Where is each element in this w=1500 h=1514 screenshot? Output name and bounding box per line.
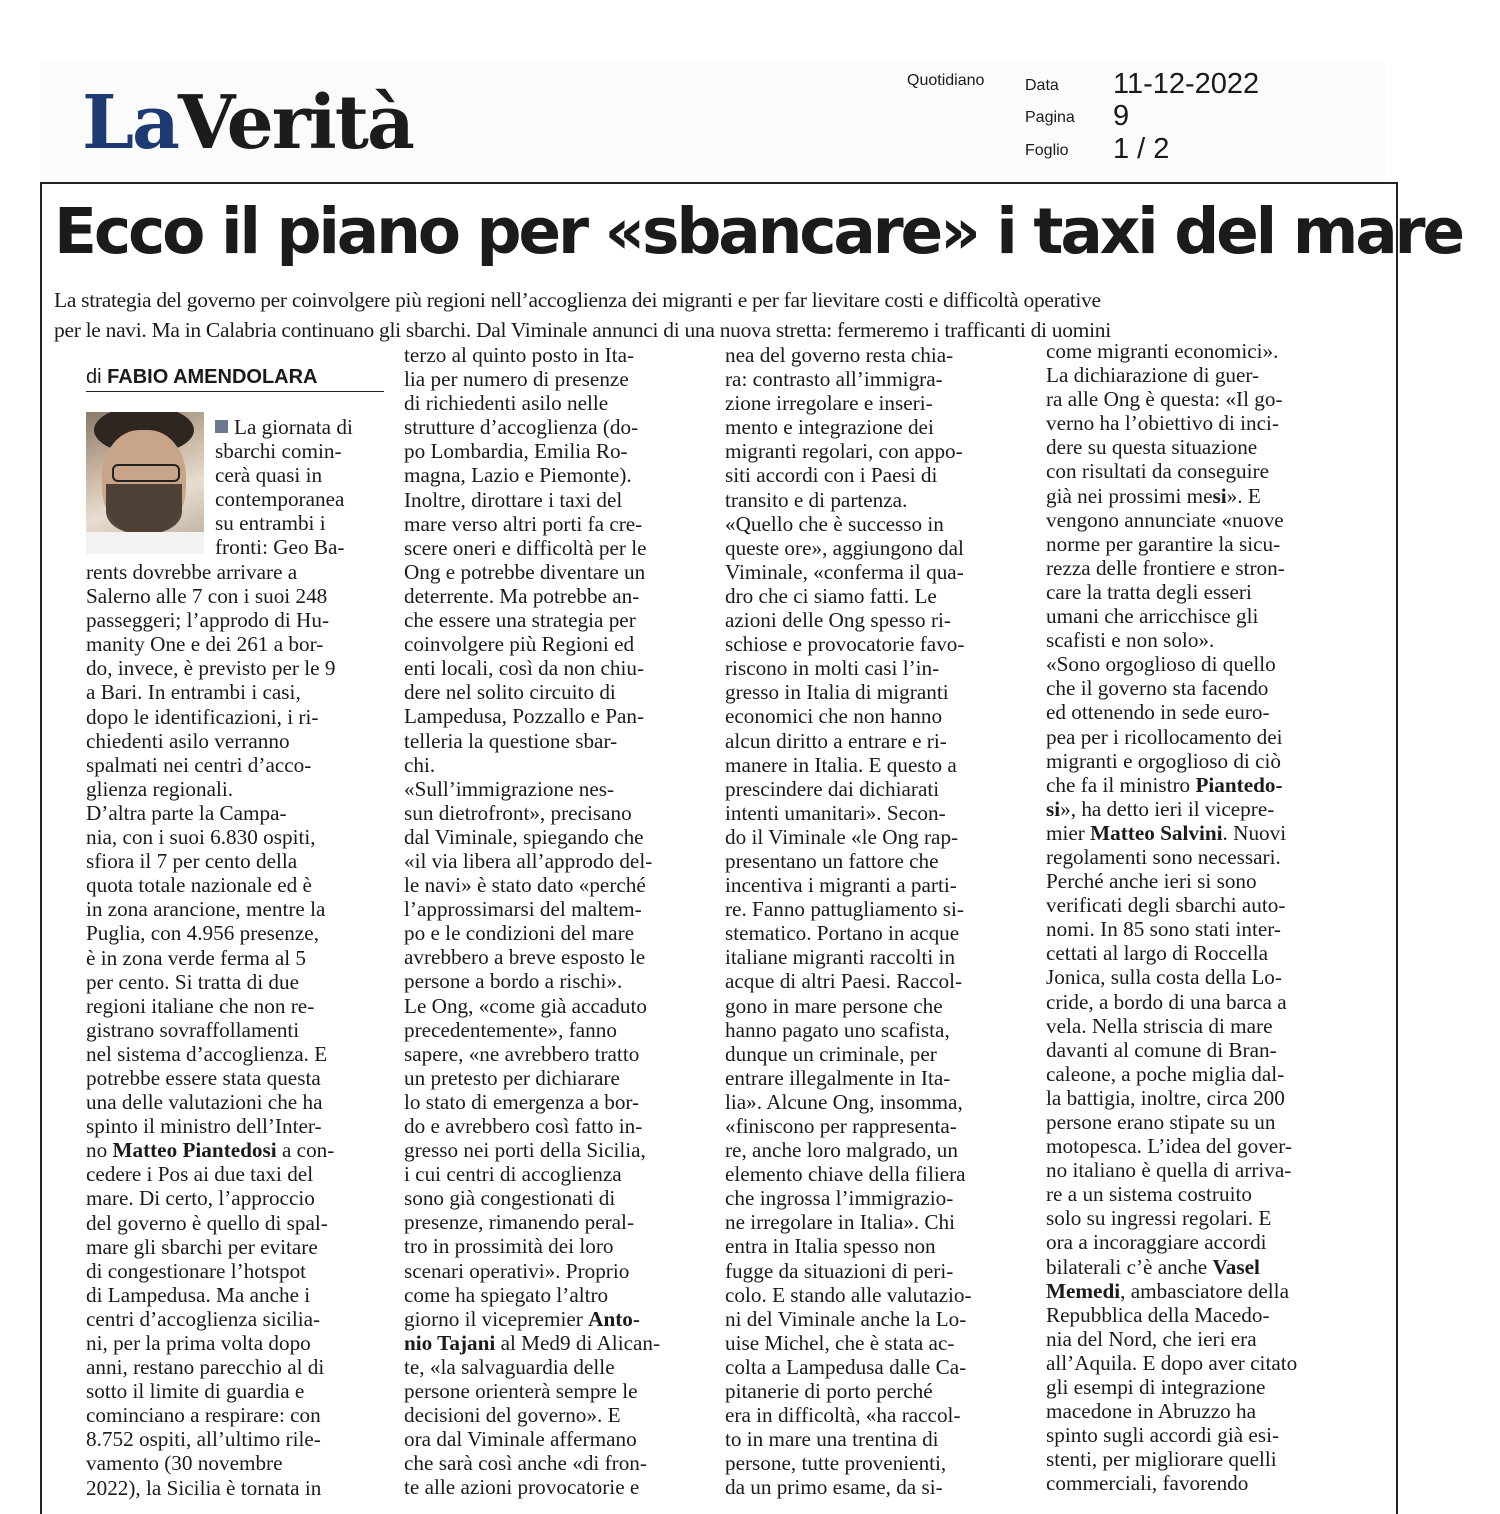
article-text-line: verificati degli sbarchi auto- bbox=[1046, 893, 1286, 918]
article-text-line: del governo è quello di spal- bbox=[86, 1210, 328, 1235]
article-text-line: la battigia, inoltre, circa 200 bbox=[1046, 1085, 1285, 1110]
article-text-line: prescindere dai dichiarati bbox=[725, 776, 940, 801]
article-text-line: queste ore», aggiungono dal bbox=[725, 535, 964, 560]
article-text-line: Inoltre, dirottare i taxi del bbox=[404, 487, 623, 512]
article-text-line: giorno il vicepremier Anto- bbox=[404, 1306, 640, 1331]
article-text-line: per cento. Si tratta di due bbox=[86, 969, 299, 994]
article-text-line: avrebbero a breve esposto le bbox=[404, 945, 646, 970]
article-text-line: «Sono orgoglioso di quello bbox=[1046, 652, 1276, 677]
article-text-line: gono in mare persone che bbox=[725, 993, 943, 1018]
article-text-line: da un primo esame, da si- bbox=[725, 1475, 943, 1500]
article-text-line: una delle valutazioni che ha bbox=[86, 1090, 323, 1115]
article-text-line: spalmati nei centri d’acco- bbox=[86, 752, 312, 777]
author-name: FABIO AMENDOLARA bbox=[107, 366, 318, 388]
article-text-line: migranti e orgoglioso di ciò bbox=[1046, 748, 1281, 773]
article-text-line: mier Matteo Salvini. Nuovi bbox=[1046, 820, 1287, 845]
article-text-line: chi. bbox=[404, 752, 436, 777]
meta-value: 9 bbox=[1113, 100, 1130, 132]
article-text-line: Lampedusa, Pozzallo e Pan- bbox=[404, 704, 645, 729]
meta-value: 1 / 2 bbox=[1113, 133, 1170, 165]
article-text-line: gresso in Italia di migranti bbox=[725, 680, 949, 705]
article-text-line: coinvolgere più Regioni ed bbox=[404, 632, 635, 657]
article-text-line: era in difficoltà, «ha raccol- bbox=[725, 1403, 961, 1428]
article-text-line: azioni delle Ong spesso ri- bbox=[725, 608, 951, 633]
column-1 bbox=[86, 560, 386, 1500]
article-text-line: centri d’accoglienza sicilia- bbox=[86, 1306, 321, 1331]
article-text-line: gli esempi di integrazione bbox=[1046, 1375, 1266, 1400]
article-text-line: ni del Viminale anche la Lo- bbox=[725, 1306, 967, 1331]
meta-value: 11-12-2022 bbox=[1113, 68, 1260, 100]
article-text-line: sono già congestionati di bbox=[404, 1186, 616, 1211]
article-subhead bbox=[54, 285, 1386, 345]
article-text-line: spinto sugli accordi già esi- bbox=[1046, 1423, 1280, 1448]
article-text-line: mare. Di certo, l’approccio bbox=[86, 1186, 315, 1211]
article-text-line: cedere i Pos ai due taxi del bbox=[86, 1162, 314, 1187]
article-text-line: persone a bordo a rischi». bbox=[404, 969, 623, 994]
article-text-line: che ingrossa l’immigrazio- bbox=[725, 1186, 954, 1211]
article-text-line: ora a incoraggiare accordi bbox=[1046, 1230, 1267, 1255]
paragraph-marker-icon bbox=[215, 420, 228, 433]
article-text-line: dere su questa situazione bbox=[1046, 435, 1258, 460]
article-text-line: lia». Alcune Ong, insomma, bbox=[725, 1089, 963, 1114]
article-text-line: vela. Nella striscia di mare bbox=[1046, 1013, 1273, 1038]
article-text-line: Repubblica della Macedo- bbox=[1046, 1302, 1270, 1327]
article-text-line: che il governo sta facendo bbox=[1046, 676, 1269, 701]
article-text-line: care la tratta degli esseri bbox=[1046, 579, 1252, 604]
article-text-line: chiedenti asilo verranno bbox=[86, 728, 290, 753]
article-text-line: Ong e potrebbe diventare un bbox=[404, 559, 646, 584]
article-text-line: regolamenti sono necessari. bbox=[1046, 844, 1281, 869]
article-text-line: che essere una strategia per bbox=[404, 608, 636, 633]
article-text-line: nomi. In 85 sono stati inter- bbox=[1046, 917, 1281, 942]
article-text-line: strutture d’accoglienza (do- bbox=[404, 415, 639, 440]
article-text-line: fugge da situazioni di peri- bbox=[725, 1258, 954, 1283]
article-text-line: tro in prossimità dei loro bbox=[404, 1234, 614, 1259]
article-text-line: La giornata di bbox=[215, 415, 385, 439]
article-text-line: presentano un fattore che bbox=[725, 848, 939, 873]
article-text-line: mento e integrazione dei bbox=[725, 415, 934, 440]
article-text-line: terzo al quinto posto in Ita- bbox=[404, 343, 635, 367]
article-text-line: «Sull’immigrazione nes- bbox=[404, 776, 615, 801]
article-text-line: a Bari. In entrambi i casi, bbox=[86, 680, 301, 705]
article-text-line: «il via libera all’approdo del- bbox=[404, 848, 653, 873]
article-text-line: che fa il ministro Piantedo- bbox=[1046, 772, 1283, 797]
article-text-line: scere oneri e difficoltà per le bbox=[404, 535, 647, 560]
column-1-intro bbox=[215, 415, 385, 560]
article-text-line: do e avrebbero così fatto in- bbox=[404, 1114, 643, 1138]
article-text-line: dal Viminale, spiegando che bbox=[404, 824, 644, 849]
article-text-line: quota totale nazionale ed è bbox=[86, 873, 312, 898]
article-text-line: enti locali, così da non chiu- bbox=[404, 656, 645, 681]
article-text-line: telleria la questione sbar- bbox=[404, 728, 618, 753]
article-text-line: dunque un criminale, per bbox=[725, 1041, 937, 1066]
article-text-line: l’approssimarsi del maltem- bbox=[404, 897, 642, 922]
article-text-line: riscono in molti casi l’in- bbox=[725, 656, 940, 681]
article-text-line: decisioni del governo». E bbox=[404, 1403, 621, 1428]
article-text-line: alcun diritto a entrare e ri- bbox=[725, 728, 947, 753]
article-text-line: verno ha l’obiettivo di inci- bbox=[1046, 411, 1280, 436]
article-text-line: contemporanea bbox=[215, 487, 345, 512]
article-text-line: le navi» è stato dato «perché bbox=[404, 873, 646, 898]
article-text-line: rents dovrebbe arrivare a bbox=[86, 560, 298, 584]
article-text-line: macedone in Abruzzo ha bbox=[1046, 1399, 1257, 1424]
article-text-line: come ha spiegato l’altro bbox=[404, 1282, 609, 1307]
article-text-line: lia per numero di presenze bbox=[404, 367, 629, 392]
article-text-line: in zona arancione, mentre la bbox=[86, 897, 326, 922]
article-text-line: vamento (30 novembre bbox=[86, 1451, 283, 1476]
subhead-line: La strategia del governo per coinvolgere più regioni nell’accoglienza dei migranti e per far lievitare costi e difficoltà operative bbox=[54, 288, 1101, 312]
article-text-line: pitanerie di porto perché bbox=[725, 1379, 933, 1404]
article-text-line: manity One e dei 261 a bor- bbox=[86, 632, 324, 657]
article-text-line: Puglia, con 4.956 presenze, bbox=[86, 921, 320, 946]
article-text-line: nel sistema d’accoglienza. E bbox=[86, 1041, 328, 1066]
article-text-line: con risultati da conseguire bbox=[1046, 459, 1269, 484]
article-text-line: ne irregolare in Italia». Chi bbox=[725, 1210, 956, 1235]
byline: di FABIO AMENDOLARA bbox=[86, 366, 384, 392]
article-text-line: migranti regolari, con appo- bbox=[725, 439, 963, 464]
article-text-line: elemento chiave della filiera bbox=[725, 1162, 966, 1187]
column-4 bbox=[1046, 339, 1350, 1496]
article-text-line: ed ottenendo in sede euro- bbox=[1046, 700, 1270, 725]
article-text-line: Le Ong, «come già accaduto bbox=[404, 993, 647, 1018]
article-text-line: di Lampedusa. Ma anche i bbox=[86, 1282, 311, 1307]
article-text-line: su entrambi i bbox=[215, 511, 326, 536]
article-text-line: re, anche loro malgrado, un bbox=[725, 1138, 958, 1163]
article-text-line: no italiano è quella di arriva- bbox=[1046, 1158, 1292, 1183]
publication-type: Quotidiano bbox=[907, 72, 985, 89]
article-text-line: po Lombardia, Emilia Ro- bbox=[404, 439, 628, 464]
article-text-line: dopo le identificazioni, i ri- bbox=[86, 704, 319, 729]
article-text-line: re a un sistema costruito bbox=[1046, 1182, 1252, 1207]
article-text-line: italiane migranti raccolti in bbox=[725, 945, 956, 970]
article-text-line: sapere, «ne avrebbero tratto bbox=[404, 1041, 640, 1066]
article-text-line: ra alle Ong è questa: «Il go- bbox=[1046, 387, 1283, 412]
article-text-line: gresso nei porti della Sicilia, bbox=[404, 1138, 646, 1163]
article-text-line: po e le condizioni del mare bbox=[404, 921, 635, 946]
article-text-line: Perché anche ieri si sono bbox=[1046, 869, 1257, 894]
article-text-line: i cui centri di accoglienza bbox=[404, 1162, 622, 1187]
article-text-line: scenari operativi». Proprio bbox=[404, 1258, 630, 1283]
article-text-line: gistrano sovraffollamenti bbox=[86, 1017, 300, 1042]
article-text-line: cerà quasi in bbox=[215, 463, 323, 488]
article-text-line: te alle azioni provocatorie e bbox=[404, 1475, 640, 1500]
article-text-line: colta a Lampedusa dalle Ca- bbox=[725, 1354, 967, 1379]
article-text-line: presenze, rimanendo peral- bbox=[404, 1210, 635, 1235]
article-text-line: scafisti e non solo». bbox=[1046, 628, 1215, 653]
article-text-line: di congestionare l’hotspot bbox=[86, 1258, 307, 1283]
article-text-line: davanti al comune di Bran- bbox=[1046, 1037, 1277, 1062]
article-text-line: manere in Italia. E questo a bbox=[725, 752, 957, 777]
article-text-line: bilaterali c’è anche Vasel bbox=[1046, 1254, 1260, 1279]
article-text-line: all’Aquila. E dopo aver citato bbox=[1046, 1350, 1298, 1375]
article-text-line: regioni italiane che non re- bbox=[86, 993, 315, 1018]
article-text-line: è in zona verde ferma al 5 bbox=[86, 945, 306, 970]
article-text-line: dere nel solito circuito di bbox=[404, 680, 616, 705]
article-text-line: do il Viminale «le Ong rap- bbox=[725, 824, 959, 849]
article-text-line: re. Fanno pattugliamento si- bbox=[725, 897, 964, 922]
meta-label: Pagina bbox=[1025, 109, 1075, 126]
article-text-line: pea per i ricollocamento dei bbox=[1046, 724, 1283, 749]
newspaper-logo: LaVerità bbox=[82, 80, 413, 166]
article-text-line: economici che non hanno bbox=[725, 704, 943, 729]
article-text-line: stematico. Portano in acque bbox=[725, 921, 960, 946]
article-text-line: transito e di partenza. bbox=[725, 487, 908, 512]
article-text-line: hanno pagato uno scafista, bbox=[725, 1017, 950, 1042]
article-text-line: nio Tajani al Med9 di Alican- bbox=[404, 1330, 661, 1355]
article-text-line: entra in Italia spesso non bbox=[725, 1234, 936, 1259]
article-text-line: uise Michel, che è stata ac- bbox=[725, 1330, 955, 1355]
article-text-line: do, invece, è previsto per le 9 bbox=[86, 656, 336, 681]
article-text-line: dro che ci siamo fatti. Le bbox=[725, 583, 937, 608]
article-text-line: passeggeri; l’approdo di Hu- bbox=[86, 608, 330, 633]
article-text-line: potrebbe essere stata questa bbox=[86, 1065, 321, 1090]
article-text-line: incentiva i migranti a parti- bbox=[725, 873, 957, 898]
article-text-line: rezza delle frontiere e stron- bbox=[1046, 555, 1285, 580]
meta-label: Data bbox=[1025, 77, 1059, 94]
article-text-line: sfiora il 7 per cento della bbox=[86, 849, 298, 874]
article-text-line: Viminale, «conferma il qua- bbox=[725, 559, 964, 584]
article-text-line: Salerno alle 7 con i suoi 248 bbox=[86, 584, 328, 609]
article-text-line: lo stato di emergenza a bor- bbox=[404, 1089, 640, 1114]
article-text-line: schiose e provocatorie favo- bbox=[725, 632, 965, 657]
article-text-line: entrare illegalmente in Ita- bbox=[725, 1065, 951, 1090]
article-text-line: «Quello che è successo in bbox=[725, 511, 944, 536]
article-text-line: ra: contrasto all’immigra- bbox=[725, 367, 943, 392]
article-text-line: commerciali, favorendo bbox=[1046, 1471, 1249, 1496]
article-text-line: 8.752 ospiti, all’ultimo rile- bbox=[86, 1427, 321, 1452]
article-text-line: ni, per la prima volta dopo bbox=[86, 1331, 311, 1355]
article-text-line: 2022), la Sicilia è tornata in bbox=[86, 1475, 322, 1500]
subhead-line: per le navi. Ma in Calabria continuano gli sbarchi. Dal Viminale annunci di una nuova stretta: fermeremo i trafficanti di uomini bbox=[54, 318, 1111, 342]
article-text-line: mare gli sbarchi per evitare bbox=[86, 1234, 318, 1259]
article-text-line: Jonica, sulla costa della Lo- bbox=[1046, 965, 1282, 990]
article-text-line: D’altra parte la Campa- bbox=[86, 800, 287, 825]
article-text-line: di richiedenti asilo nelle bbox=[404, 391, 609, 416]
article-text-line: stenti, per migliorare quelli bbox=[1046, 1447, 1277, 1472]
article-text-line: no Matteo Piantedosi a con- bbox=[86, 1138, 335, 1163]
article-text-line: nia del Nord, che ieri era bbox=[1046, 1326, 1257, 1351]
article-text-line: motopesca. L’idea del gover- bbox=[1046, 1134, 1292, 1159]
article-text-line: nia, con i suoi 6.830 ospiti, bbox=[86, 825, 316, 850]
article-text-line: umani che arricchisce gli bbox=[1046, 604, 1259, 629]
article-headline: Ecco il piano per «sbancare» i taxi del mare bbox=[54, 195, 1462, 268]
article-text-line: che sarà così anche «di fron- bbox=[404, 1451, 647, 1476]
article-text-line: ora dal Viminale affermano bbox=[404, 1427, 637, 1452]
article-text-line: persone erano stipate su un bbox=[1046, 1110, 1276, 1134]
column-2 bbox=[404, 343, 708, 1500]
article-text-line: vengono annunciate «nuove bbox=[1046, 507, 1284, 532]
article-text-line: spinto il ministro dell’Inter- bbox=[86, 1114, 322, 1139]
article-text-line: zione irregolare e inseri- bbox=[725, 391, 933, 416]
article-text-line: anni, restano parecchio al di bbox=[86, 1355, 325, 1380]
article-text-line: magna, Lazio e Piemonte). bbox=[404, 463, 632, 488]
article-text-line: precedentemente», fanno bbox=[404, 1017, 617, 1042]
article-text-line: fronti: Geo Ba- bbox=[215, 535, 345, 560]
article-text-line: sotto il limite di guardia e bbox=[86, 1379, 305, 1404]
article-text-line: te, «la salvaguardia delle bbox=[404, 1354, 615, 1379]
article-text-line: cominciano a respirare: con bbox=[86, 1403, 321, 1428]
article-text-line: siti accordi con i Paesi di bbox=[725, 463, 938, 488]
article-text-line: cride, a bordo di una barca a bbox=[1046, 989, 1287, 1014]
article-text-line: glienza regionali. bbox=[86, 776, 234, 801]
article-text-line: to in mare una trentina di bbox=[725, 1427, 939, 1452]
article-text-line: colo. E stando alle valutazio- bbox=[725, 1282, 972, 1307]
article-text-line: caleone, a poche miglia dal- bbox=[1046, 1061, 1285, 1086]
article-text-line: acque di altri Paesi. Raccol- bbox=[725, 969, 963, 994]
article-text-line: «finiscono per rappresenta- bbox=[725, 1114, 957, 1138]
column-3 bbox=[725, 343, 1029, 1500]
article-text-line: già nei prossimi mesi». E bbox=[1046, 483, 1261, 508]
meta-label: Foglio bbox=[1025, 142, 1069, 159]
article-text-line: come migranti economici». bbox=[1046, 339, 1279, 363]
article-text-line: sbarchi comin- bbox=[215, 439, 342, 464]
article-text-line: Memedi, ambasciatore della bbox=[1046, 1278, 1289, 1303]
article-text-line: nea del governo resta chia- bbox=[725, 343, 954, 367]
article-text-line: solo su ingressi regolari. E bbox=[1046, 1206, 1272, 1231]
article-text-line: persone orienterà sempre le bbox=[404, 1379, 638, 1404]
article-text-line: deterrente. Ma potrebbe an- bbox=[404, 583, 640, 608]
author-photo bbox=[86, 412, 204, 554]
article-text-line: persone, tutte provenienti, bbox=[725, 1451, 947, 1476]
article-text-line: sun dietrofront», precisano bbox=[404, 800, 632, 825]
article-text-line: norme per garantire la sicu- bbox=[1046, 531, 1281, 556]
article-text-line: intenti umanitari». Secon- bbox=[725, 800, 946, 825]
article-text-line: si», ha detto ieri il vicepre- bbox=[1046, 796, 1275, 821]
article-text-line: mare verso altri porti fa cre- bbox=[404, 511, 643, 536]
article-text-line: La dichiarazione di guer- bbox=[1046, 363, 1260, 388]
article-text-line: un pretesto per dichiarare bbox=[404, 1065, 620, 1090]
article-text-line: cettati al largo di Roccella bbox=[1046, 941, 1268, 966]
